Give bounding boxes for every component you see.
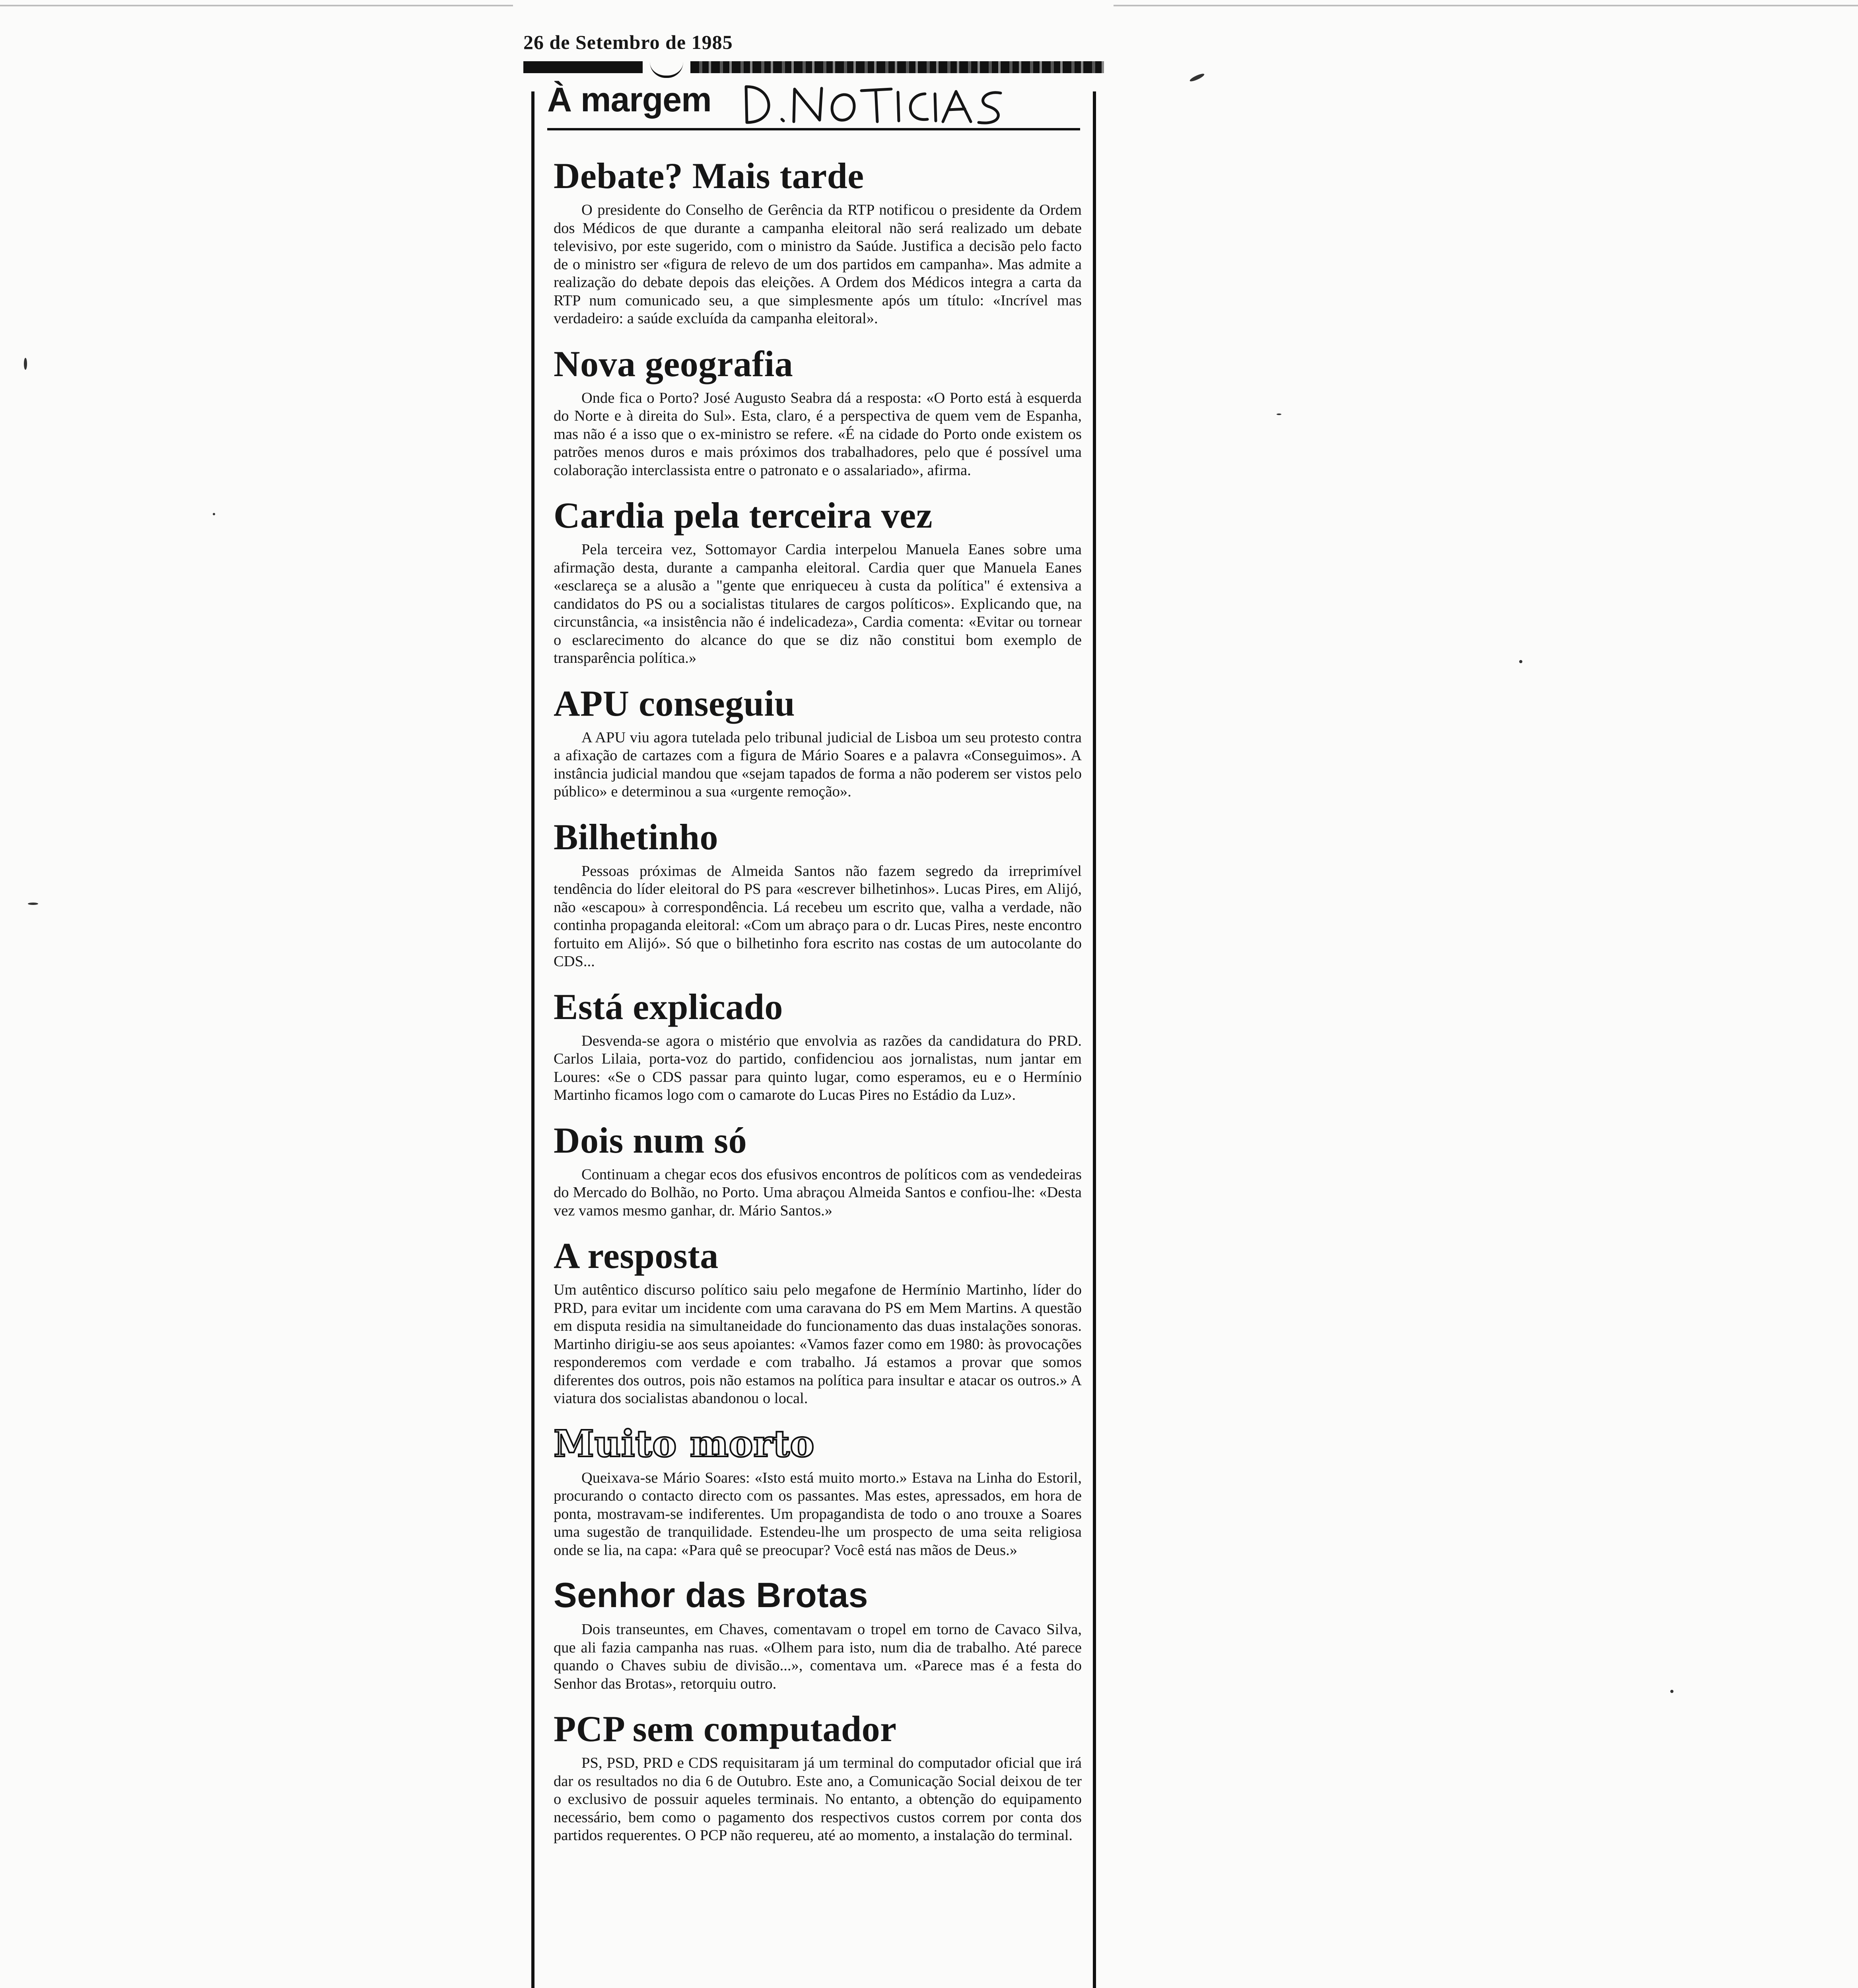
article-body: Um autêntico discurso político saiu pelo megafone de Hermínio Martinho, líder do PRD, para evitar um incidente com uma caravana do PS em Mem Martins. A questão em disputa residia na simultaneidade do funcionamento das duas instalações sonoras. Martinho dirigiu-se aos seus apoiantes: «Vamos fazer como em 1980: às provocações responderemos com verdade e com trabalho. Já estamos a provar que somos diferentes dos outros, pois não estamos na política para insultar e atacar os outros.» A viatura dos socialistas abandonou o local. xyxy=(554,1281,1082,1407)
article-body: PS, PSD, PRD e CDS requisitaram já um terminal do computador oficial que irá dar os resultados no dia 6 de Outubro. Este ano, a Comunicação Social deixou de ter o exclusivo de possuir aqueles terminais. No entanto, a obtenção do equipamento necessário, bem como o pagamento dos respectivos custos correm por conta dos partidos requerentes. O PCP não requereu, até ao momento, a instalação do terminal. xyxy=(554,1755,1082,1844)
scan-speck xyxy=(1277,414,1281,415)
masthead-notch xyxy=(650,58,683,78)
article-body: Queixava-se Mário Soares: «Isto está muito morto.» Estava na Linha do Estoril, procurando o contacto directo com os passantes. Mas estes, apressados, em hora de ponta, mostravam-se indiferentes. Um propagandista de todo o ano trouxe a Soares uma sugestão de tranquilidade. Estendeu-lhe um prospecto de uma seita religiosa onde se lia, na capa: «Para quê se preocupar? Você está nas mãos de Deus.» xyxy=(554,1469,1082,1559)
article-a-resposta xyxy=(554,1235,1082,1408)
article-apu xyxy=(554,683,1082,801)
articles-list xyxy=(554,155,1082,1860)
clipping-column xyxy=(523,28,1104,1988)
article-headline: Cardia pela terceira vez xyxy=(554,495,933,536)
article-esta-explicado xyxy=(554,986,1082,1105)
handwritten-note-d-noticias xyxy=(738,75,1016,130)
column-rule-left xyxy=(531,91,534,1988)
article-headline: Senhor das Brotas xyxy=(554,1575,868,1615)
article-bilhetinho xyxy=(554,816,1082,971)
masthead-rule xyxy=(523,56,1104,75)
article-headline: APU conseguiu xyxy=(554,683,795,724)
article-headline: Muito morto xyxy=(554,1422,815,1465)
article-headline: PCP sem computador xyxy=(554,1708,897,1749)
article-body: O presidente do Conselho de Gerência da RTP notificou o presidente da Ordem dos Médicos de que durante a campanha eleitoral não será realizado um debate televisivo, por este sugerido, com o ministro da Saúde. Justifica a decisão pelo facto de o ministro ser «figura de relevo de um dos partidos em campanha». Mas admite a realização do debate depois das eleições. A Ordem dos Médicos integra a carta da RTP num comunicado seu, a que simplesmente após um título: «Incrível mas verdadeiro: a saúde excluída da campanha eleitoral». xyxy=(554,202,1082,327)
article-body: Desvenda-se agora o mistério que envolvia as razões da candidatura do PRD. Carlos Lilaia, porta-voz do partido, confidenciou aos jornalistas, num jantar em Loures: «Se o CDS passar para quinto lugar, como esperamos, eu e o Hermínio Martinho ficamos logo com o camarote do Lucas Pires no Estádio da Luz». xyxy=(554,1032,1082,1103)
article-headline: Bilhetinho xyxy=(554,816,719,857)
article-body: Dois transeuntes, em Chaves, comentavam o tropel em torno de Cavaco Silva, que ali fazia campanha nas ruas. «Olhem para isto, num dia de trabalho. Até parece quando o Chaves subiu de divisão...», comentava um. «Parece mas é a festa do Senhor das Brotas», retorquiu outro. xyxy=(554,1621,1082,1692)
scan-speck xyxy=(1519,660,1522,663)
article-body: A APU viu agora tutelada pelo tribunal judicial de Lisboa um seu protesto contra a afixação de cartazes com a figura de Mário Soares e a palavra «Conseguimos». A instância judicial mandou que «sejam tapados de forma a não poderem ser vistos pelo público» e determinou a sua «urgente remoção». xyxy=(554,729,1082,800)
article-senhor-das-brotas xyxy=(554,1574,1082,1693)
article-nova-geografia xyxy=(554,343,1082,480)
article-headline: Nova geografia xyxy=(554,343,793,384)
scan-speck xyxy=(28,903,38,905)
article-dois-num-so xyxy=(554,1120,1082,1220)
scan-speck xyxy=(213,513,215,515)
article-muito-morto xyxy=(554,1423,1082,1560)
article-body: Continuam a chegar ecos dos efusivos encontros de políticos com as vendedeiras do Mercado do Bolhão, no Porto. Uma abraçou Almeida Santos e confiou-lhe: «Desta vez vamos mesmo ganhar, dr. Mário Santos.» xyxy=(554,1166,1082,1219)
masthead-rule-right xyxy=(690,61,1104,73)
article-cardia xyxy=(554,495,1082,668)
section-title: À margem xyxy=(547,81,711,119)
article-headline: Debate? Mais tarde xyxy=(554,155,864,196)
article-debate xyxy=(554,155,1082,328)
section-header xyxy=(547,79,1080,130)
article-headline: Está explicado xyxy=(554,986,783,1027)
dateline: 26 de Setembro de 1985 xyxy=(523,31,733,53)
scan-speck xyxy=(1670,1690,1673,1693)
scan-edge-left xyxy=(0,5,513,6)
masthead-rule-left xyxy=(523,61,643,73)
article-headline: A resposta xyxy=(554,1235,719,1276)
scan-speck xyxy=(24,358,27,370)
column-rule-right xyxy=(1093,91,1096,1988)
article-body: Onde fica o Porto? José Augusto Seabra dá a resposta: «O Porto está à esquerda do Norte e à direita do Sul». Esta, claro, é a perspectiva de quem vem de Espanha, mas não é a isso que o ex-ministro se refere. «É na cidade do Porto onde existem os patrões menos duros e mais próximos dos trabalhadores, pelo que é possível uma colaboração interclassista entre o patronato e o assalariado», afirma. xyxy=(554,389,1082,479)
scan-speck xyxy=(1189,72,1205,83)
article-body: Pela terceira vez, Sottomayor Cardia interpelou Manuela Eanes sobre uma afirmação desta, durante a campanha eleitoral. Cardia quer que Manuela Eanes «esclareça se a alusão a "gente que enriqueceu à custa da política" é extensiva a candidatos do PS ou a socialistas titulares de cargos políticos». Explicando que, na circunstância, «a insistência não é indelicadeza», Cardia comenta: «Evitar ou tornear o esclarecimento do alcance do que se diz não constitui bom exemplo de transparência política.» xyxy=(554,541,1082,666)
article-pcp-sem-computador xyxy=(554,1708,1082,1845)
article-headline: Dois num só xyxy=(554,1120,747,1161)
scan-edge-right xyxy=(1114,5,1858,6)
article-body: Pessoas próximas de Almeida Santos não fazem segredo da irreprimível tendência do líder eleitoral do PS para «escrever bilhetinhos». Lucas Pires, em Alijó, não «escapou» à correspondência. Lá recebeu um escrito que, valha a verdade, não continha propaganda eleitoral: «Com um abraço para o dr. Lucas Pires, neste encontro fortuito em Alijó». Só que o bilhetinho fora escrito nas costas de um autocolante do CDS... xyxy=(554,862,1082,970)
